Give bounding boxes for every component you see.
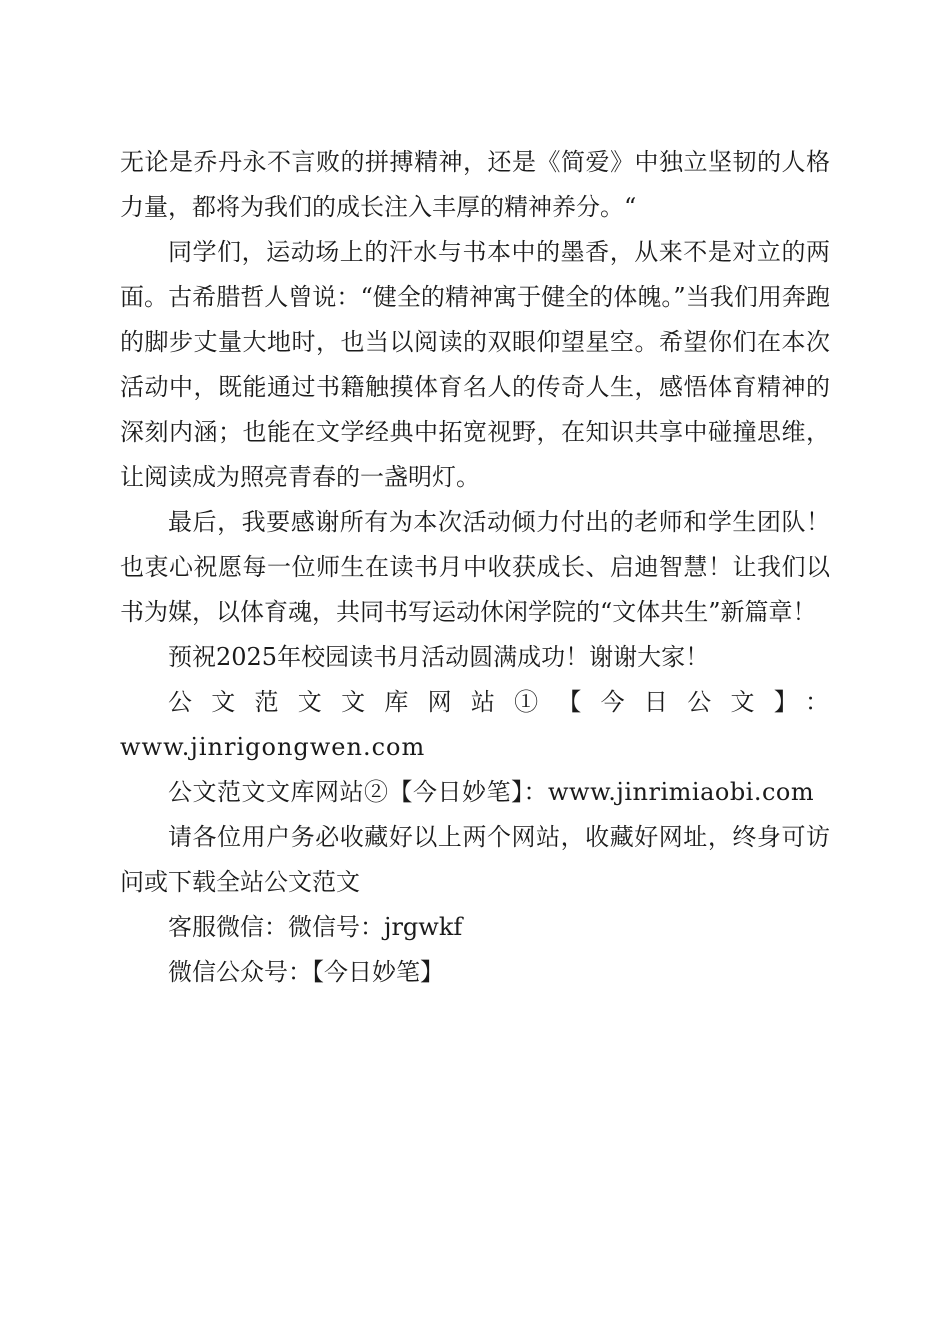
bookmark-notice: 请各位用户务必收藏好以上两个网站，收藏好网址，终身可访问或下载全站公文范文 (120, 823, 830, 896)
paragraph-sports-and-reading: 同学们，运动场上的汗水与书本中的墨香，从来不是对立的两面。古希腊哲人曾说：“健全的精神寓于健全的体魄。”当我们用奔跑的脚步丈量大地时，也当以阅读的双眼仰望星空。希望你们在本次活动中，既能通过书籍触摸体育名人的传奇人生，感悟体育精神的深刻内涵；也能在文学经典中拓宽视野，在知识共享中碰撞思维，让阅读成为照亮青春的一盏明灯。 (120, 238, 830, 491)
wechat-official-account: 微信公众号：【今日妙笔】 (168, 958, 444, 986)
website-line-1: 公文范文文库网站①【今日公文】：www.jinrigongwen.com (120, 688, 830, 761)
document-body (120, 140, 830, 995)
paragraph-thanks: 最后，我要感谢所有为本次活动倾力付出的老师和学生团队！也衷心祝愿每一位师生在读书月中收获成长、启迪智慧！让我们以书为媒，以体育魂，共同书写运动休闲学院的“文体共生”新篇章！ (120, 508, 830, 626)
paragraph-closing-quote: 无论是乔丹永不言败的拼搏精神，还是《简爱》中独立坚韧的人格力量，都将为我们的成长注入丰厚的精神养分。“ (120, 148, 830, 221)
website-line-2: 公文范文文库网站②【今日妙笔】：www.jinrimiaobi.com (168, 778, 815, 806)
paragraph-wish-success: 预祝2025年校园读书月活动圆满成功！谢谢大家！ (168, 643, 710, 671)
customer-service-wechat: 客服微信：微信号：jrgwkf (168, 913, 463, 941)
